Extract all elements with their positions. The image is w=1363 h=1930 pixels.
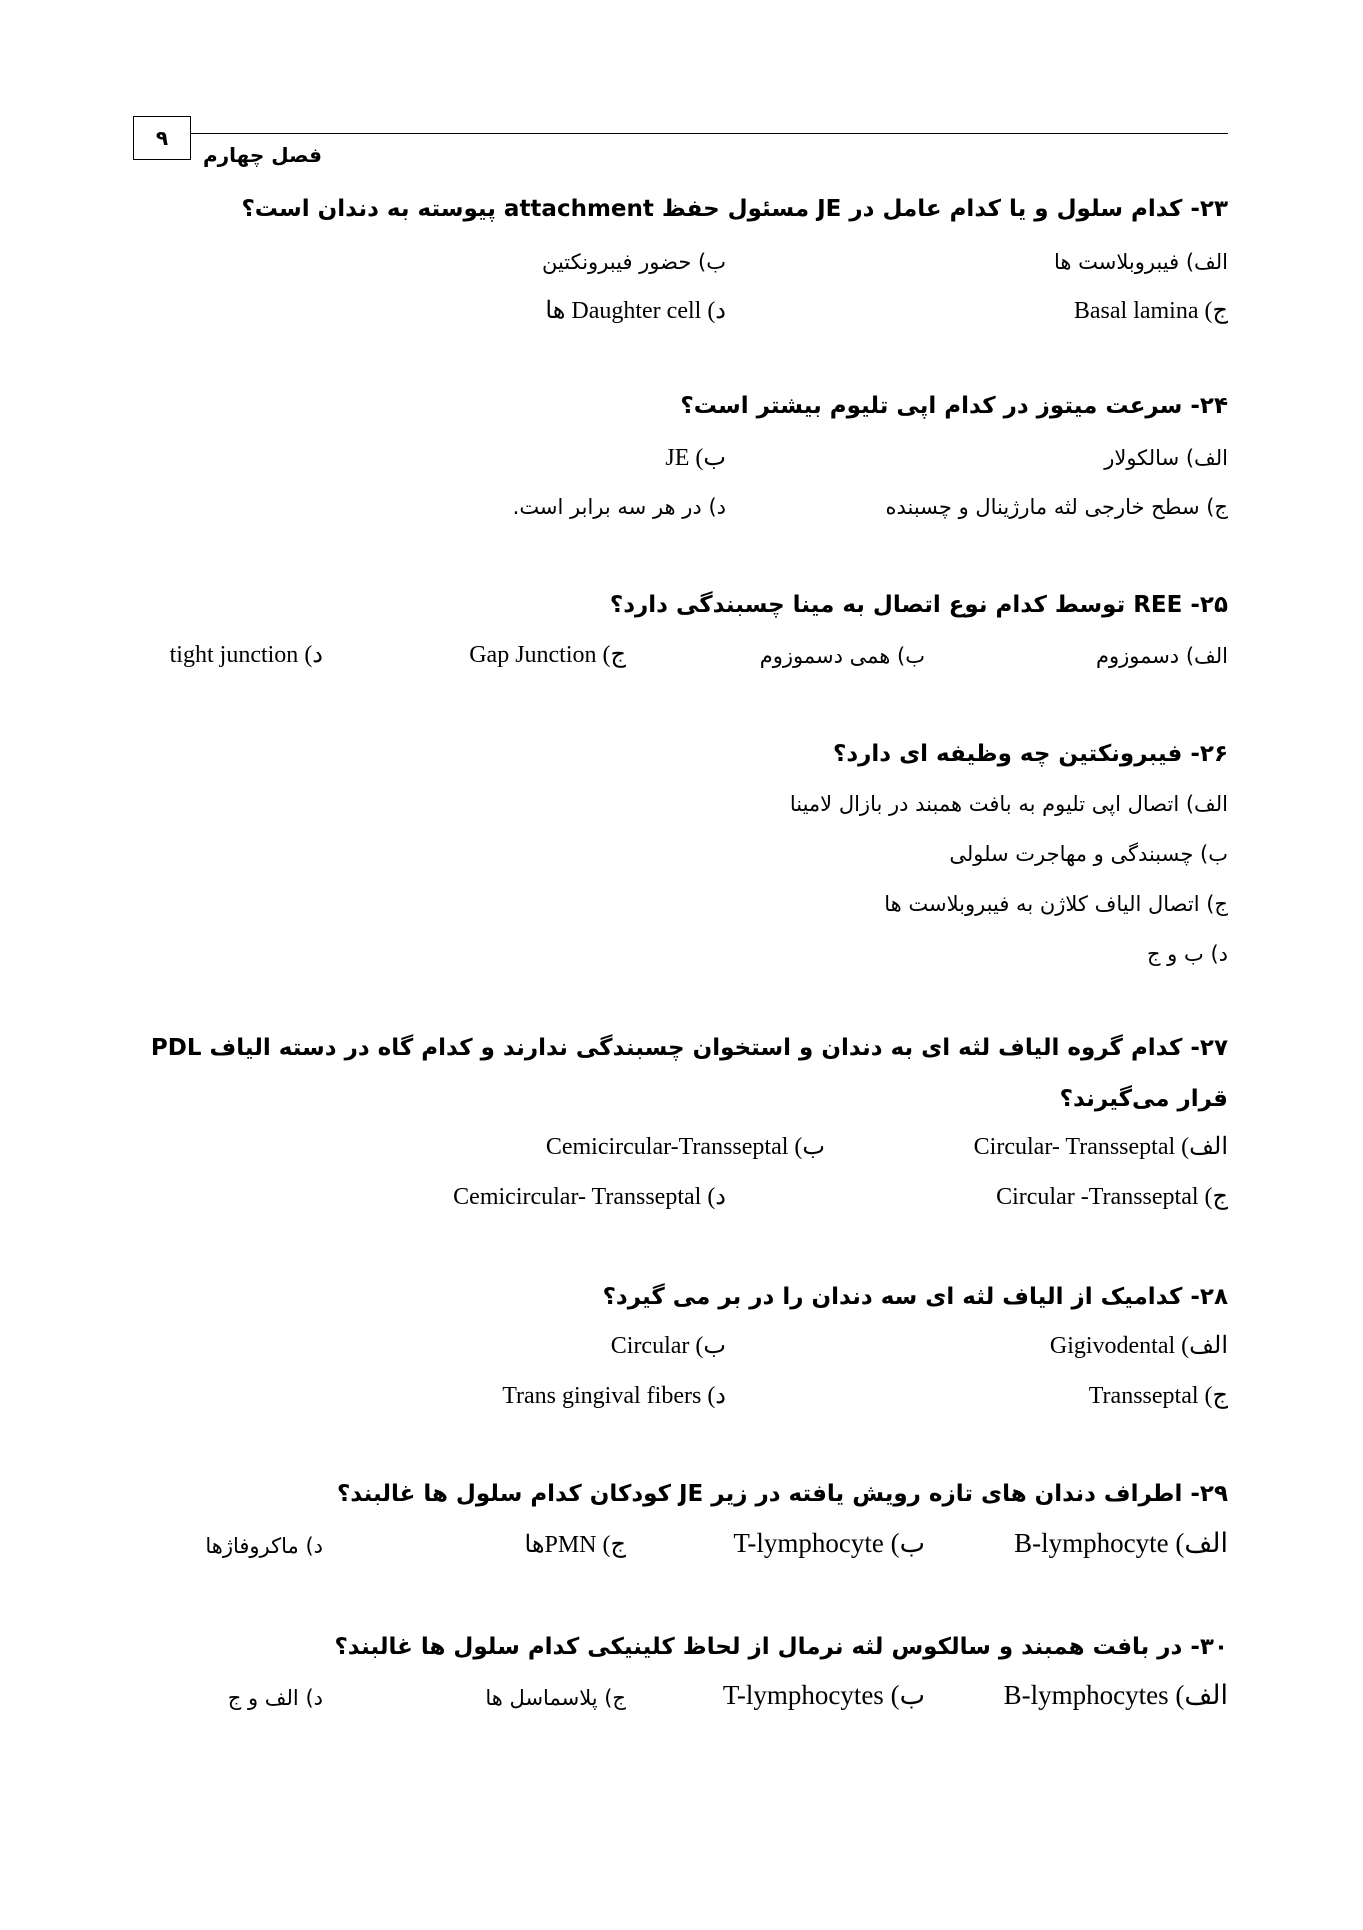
- question-28: [603, 1284, 1228, 1310]
- q25-option-d: د) tight junction: [169, 642, 323, 668]
- q25-option-c: ج) Gap Junction: [469, 642, 626, 668]
- question-text: کدام سلول و یا کدام عامل در JE مسئول حفظ attachment پیوسته به دندان است؟: [241, 196, 1183, 222]
- q27-option-d: د) Cemicircular- Transseptal: [453, 1184, 726, 1210]
- q29-option-b: ب) T-lymphocyte: [733, 1528, 925, 1558]
- q23-option-d: د) Daughter cell ها: [545, 298, 726, 324]
- q26-option-a: الف) اتصال اپی تلیوم به بافت همبند در بازال لامینا: [789, 792, 1228, 816]
- q24-option-d: د) در هر سه برابر است.: [512, 495, 726, 519]
- q23-option-a: الف) فیبروبلاست ها: [1053, 250, 1228, 274]
- question-number: ۲۵-: [1190, 592, 1228, 618]
- q27-option-c: ج) Circular -Transseptal: [996, 1184, 1228, 1210]
- question-text: در بافت همبند و سالکوس لثه نرمال از لحاظ کلینیکی کدام سلول ها غالبند؟: [334, 1634, 1183, 1660]
- question-text: کدام گروه الیاف لثه ای به دندان و استخوان چسبندگی ندارند و کدام گاه در دسته الیاف PDL قرار می‌گیرند؟: [150, 1035, 1228, 1112]
- header-rule: [190, 133, 1228, 134]
- question-text: REE توسط کدام نوع اتصال به مینا چسبندگی دارد؟: [609, 592, 1183, 618]
- q23-option-b: ب) حضور فیبرونکتین: [541, 250, 726, 274]
- q26-option-c: ج) اتصال الیاف کلاژن به فیبروبلاست ها: [884, 892, 1228, 916]
- question-number: ۲۳-: [1190, 196, 1228, 222]
- q29-option-a: الف) B-lymphocyte: [1014, 1528, 1228, 1558]
- question-text: سرعت میتوز در کدام اپی تلیوم بیشتر است؟: [680, 393, 1183, 419]
- question-number: ۲۴-: [1190, 393, 1228, 419]
- question-number: ۲۹-: [1190, 1481, 1228, 1507]
- q30-option-a: الف) B-lymphocytes: [1003, 1680, 1228, 1710]
- question-30: [334, 1634, 1228, 1660]
- q28-option-c: ج) Transseptal: [1088, 1383, 1228, 1409]
- question-25: [610, 592, 1228, 618]
- question-23: [241, 196, 1228, 222]
- question-number: ۳۰-: [1190, 1634, 1228, 1660]
- question-26: [833, 741, 1228, 767]
- q28-option-d: د) Trans gingival fibers: [502, 1383, 726, 1409]
- q30-option-d: د) الف و ج: [227, 1686, 323, 1710]
- question-text: اطراف دندان های تازه رویش یافته در زیر JE کودکان کدام سلول ها غالبند؟: [336, 1481, 1183, 1507]
- question-number: ۲۶-: [1190, 741, 1228, 767]
- page-number: ۹: [133, 116, 191, 160]
- q30-option-c: ج) پلاسماسل ها: [485, 1686, 626, 1710]
- q25-option-b: ب) همی دسموزوم: [759, 644, 925, 668]
- q30-option-b: ب) T-lymphocytes: [722, 1680, 925, 1710]
- q29-option-c: ج) PMNها: [524, 1532, 626, 1558]
- q23-option-c: ج) Basal lamina: [1073, 298, 1228, 324]
- q27-option-a: الف) Circular- Transseptal: [973, 1134, 1228, 1160]
- q24-option-a: الف) سالکولار: [1104, 446, 1228, 470]
- chapter-title: فصل چهارم: [203, 143, 322, 167]
- question-27: [135, 1023, 1228, 1125]
- question-24: [680, 393, 1228, 419]
- question-29: [337, 1481, 1228, 1507]
- q24-option-c: ج) سطح خارجی لثه مارژینال و چسبنده: [885, 495, 1228, 519]
- q27-option-b: ب) Cemicircular-Transseptal: [545, 1134, 825, 1160]
- q28-option-b: ب) Circular: [610, 1333, 726, 1359]
- q24-option-b: ب) JE: [665, 445, 726, 471]
- question-number: ۲۷-: [1190, 1035, 1228, 1061]
- q28-option-a: الف) Gigivodental: [1049, 1333, 1228, 1359]
- q29-option-d: د) ماکروفاژها: [205, 1534, 323, 1558]
- question-number: ۲۸-: [1190, 1284, 1228, 1310]
- question-text: کدامیک از الیاف لثه ای سه دندان را در بر می گیرد؟: [602, 1284, 1183, 1310]
- q26-option-d: د) ب و ج: [1146, 942, 1228, 966]
- q25-option-a: الف) دسموزوم: [1095, 644, 1228, 668]
- question-text: فیبرونکتین چه وظیفه ای دارد؟: [832, 741, 1183, 767]
- q26-option-b: ب) چسبندگی و مهاجرت سلولی: [949, 842, 1228, 866]
